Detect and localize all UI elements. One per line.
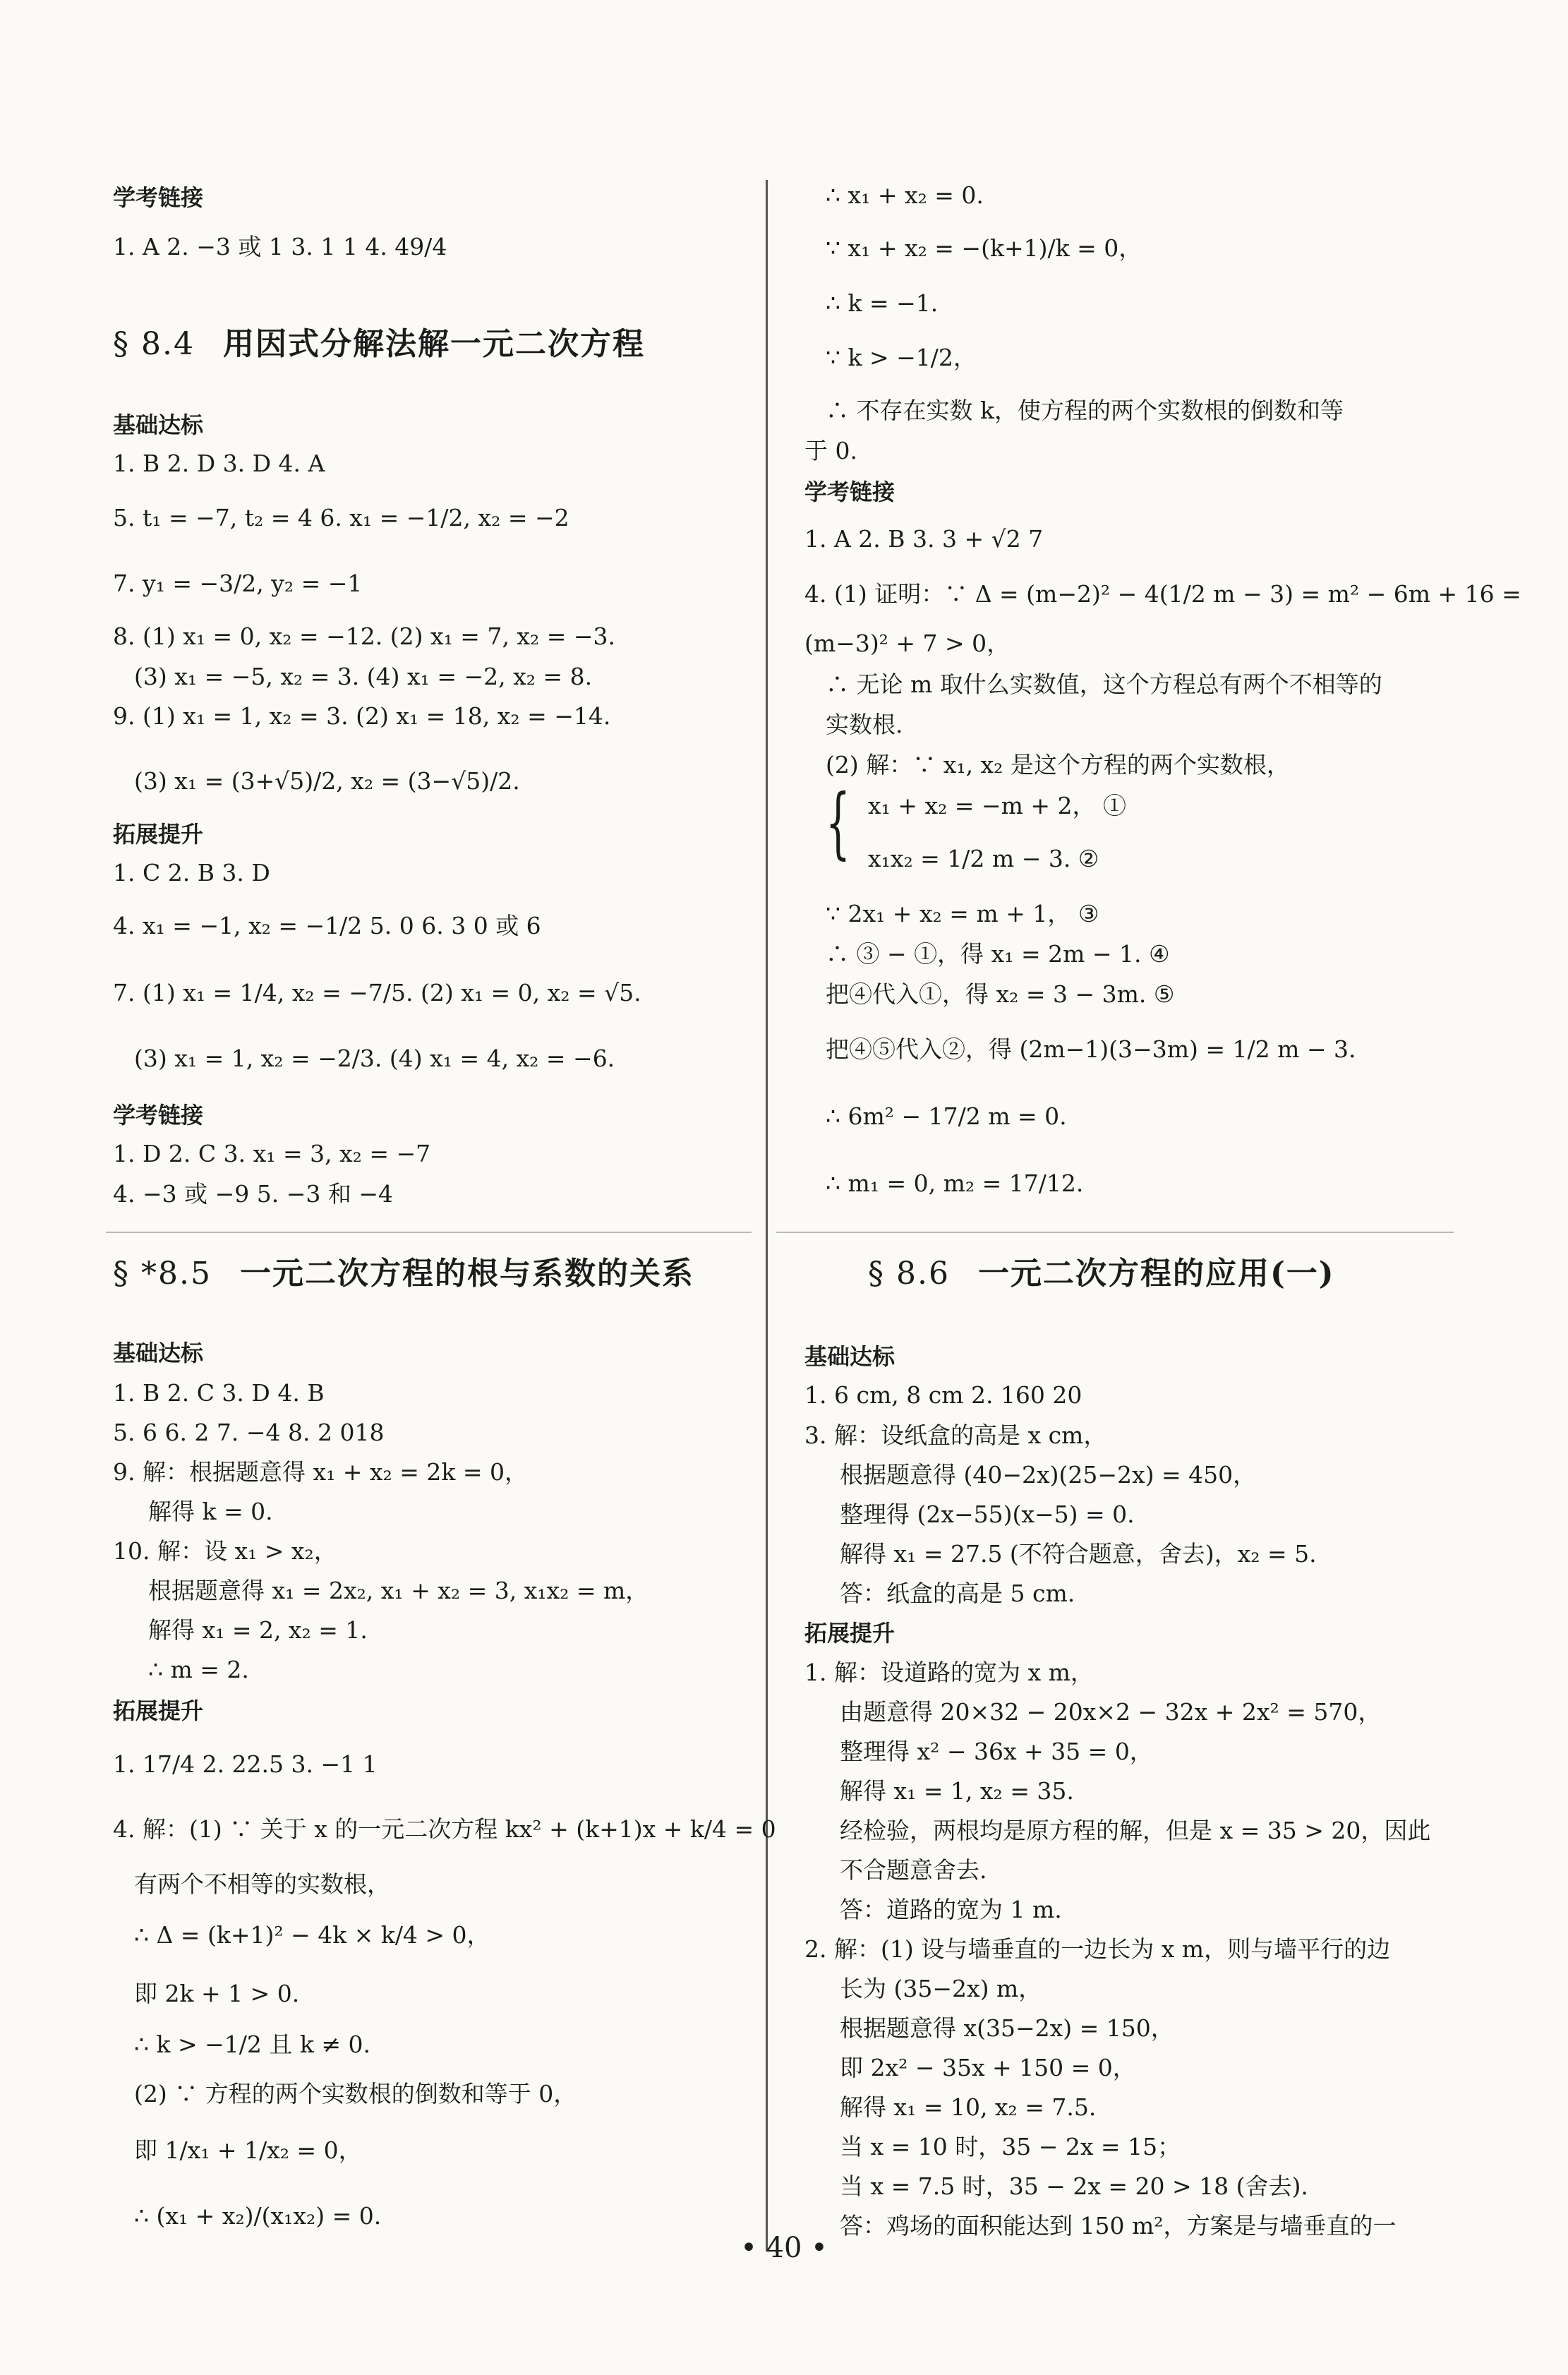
answer-line: 4. −3 或 −9 5. −3 和 −4	[113, 1180, 393, 1208]
answer-line: ∴ 不存在实数 k，使方程的两个实数根的倒数和等	[826, 397, 1344, 424]
answer-line: 10. 解：设 x₁ > x₂，	[113, 1537, 337, 1565]
answer-line: ∴ x₁ + x₂ = 0.	[826, 181, 984, 209]
subheading: 拓展提升	[113, 821, 204, 848]
section-separator-right	[776, 1232, 1454, 1233]
answer-line: 2. 解：(1) 设与墙垂直的一边长为 x m，则与墙平行的边	[804, 1935, 1391, 1963]
brace-symbol: {	[826, 777, 850, 867]
answer-line: ∴ ③ − ①，得 x₁ = 2m − 1. ④	[826, 940, 1170, 968]
section-number: § 8.6	[868, 1256, 950, 1292]
answer-line: ∴ Δ = (k+1)² − 4k × k/4 > 0，	[134, 1921, 490, 1949]
answer-line: 4. x₁ = −1, x₂ = −1/2 5. 0 6. 3 0 或 6	[113, 912, 541, 939]
answer-line: 4. (1) 证明：∵ Δ = (m−2)² − 4(1/2 m − 3) = m² − 6m + 16 =	[804, 580, 1521, 608]
answer-line: 1. B 2. D 3. D 4. A	[113, 450, 325, 477]
answer-line: 根据题意得 x(35−2x) = 150，	[840, 2014, 1174, 2042]
answer-line: (3) x₁ = −5, x₂ = 3. (4) x₁ = −2, x₂ = 8.	[134, 663, 593, 690]
answer-line: 不合题意舍去.	[840, 1856, 987, 1884]
answer-line: ∴ (x₁ + x₂)/(x₁x₂) = 0.	[134, 2202, 382, 2230]
answer-line: 1. D 2. C 3. x₁ = 3, x₂ = −7	[113, 1140, 431, 1167]
answer-line: 解得 x₁ = 1, x₂ = 35.	[840, 1777, 1074, 1805]
answer-line: 1. B 2. C 3. D 4. B	[113, 1379, 325, 1407]
answer-line: 3. 解：设纸盒的高是 x cm，	[804, 1421, 1107, 1449]
answer-line: 7. (1) x₁ = 1/4, x₂ = −7/5. (2) x₁ = 0, x₂ = √5.	[113, 979, 641, 1006]
subheading: 基础达标	[804, 1343, 895, 1370]
answer-line: (2) ∵ 方程的两个实数根的倒数和等于 0，	[134, 2080, 577, 2108]
answer-line: ∵ x₁ + x₂ = −(k+1)/k = 0，	[826, 234, 1142, 262]
answer-line: ∴ k > −1/2 且 k ≠ 0.	[134, 2031, 370, 2058]
answer-line: 经检验，两根均是原方程的解，但是 x = 35 > 20，因此	[840, 1817, 1431, 1844]
section-title: 用因式分解法解一元二次方程	[222, 326, 645, 362]
answer-line: 由题意得 20×32 − 20x×2 − 32x + 2x² = 570，	[840, 1698, 1382, 1726]
answer-line: 当 x = 10 时，35 − 2x = 15；	[840, 2133, 1181, 2160]
answer-line: 整理得 x² − 36x + 35 = 0，	[840, 1738, 1153, 1765]
answer-line: 1. A 2. −3 或 1 3. 1 1 4. 49/4	[113, 233, 447, 260]
answer-line: 解得 x₁ = 2, x₂ = 1.	[148, 1616, 368, 1644]
section-number: § 8.4	[113, 326, 195, 362]
subheading: 基础达标	[113, 1340, 204, 1366]
answer-line: 1. C 2. B 3. D	[113, 859, 270, 886]
answer-line: 当 x = 7.5 时，35 − 2x = 20 > 18 (舍去).	[840, 2172, 1308, 2200]
answer-line: ∴ 6m² − 17/2 m = 0.	[826, 1102, 1067, 1130]
answer-line: 实数根.	[826, 711, 903, 738]
answer-line: 解得 x₁ = 10, x₂ = 7.5.	[840, 2093, 1097, 2121]
answer-line: 把④代入①，得 x₂ = 3 − 3m. ⑤	[826, 980, 1175, 1008]
answer-line: 根据题意得 x₁ = 2x₂, x₁ + x₂ = 3, x₁x₂ = m，	[148, 1577, 649, 1604]
answer-line: (3) x₁ = (3+√5)/2, x₂ = (3−√5)/2.	[134, 767, 520, 795]
answer-line: x₁ + x₂ = −m + 2， ①	[868, 792, 1126, 819]
subheading: 拓展提升	[113, 1697, 204, 1724]
section-heading-8-5	[113, 1253, 694, 1295]
answer-line: 根据题意得 (40−2x)(25−2x) = 450，	[840, 1461, 1257, 1489]
section-heading-8-6	[868, 1253, 1335, 1295]
answer-line: 1. 解：设道路的宽为 x m，	[804, 1659, 1094, 1686]
answer-line: 答：道路的宽为 1 m.	[840, 1896, 1062, 1923]
answer-line: 9. (1) x₁ = 1, x₂ = 3. (2) x₁ = 18, x₂ = −14.	[113, 702, 611, 730]
answer-line: 把④⑤代入②，得 (2m−1)(3−3m) = 1/2 m − 3.	[826, 1035, 1356, 1063]
answer-line: 4. 解：(1) ∵ 关于 x 的一元二次方程 kx² + (k+1)x + k/4 = 0	[113, 1815, 776, 1843]
section-heading-8-4	[113, 323, 645, 366]
column-divider	[766, 180, 768, 2251]
answer-line: 有两个不相等的实数根，	[134, 1870, 390, 1898]
answer-line: 5. t₁ = −7, t₂ = 4 6. x₁ = −1/2, x₂ = −2	[113, 504, 569, 531]
answer-line: 1. A 2. B 3. 3 + √2 7	[804, 525, 1044, 553]
answer-line: ∵ 2x₁ + x₂ = m + 1， ③	[826, 900, 1099, 927]
answer-line: 9. 解：根据题意得 x₁ + x₂ = 2k = 0，	[113, 1458, 529, 1486]
answer-line: ∴ m₁ = 0, m₂ = 17/12.	[826, 1170, 1084, 1197]
subheading: 学考链接	[113, 1102, 204, 1129]
answer-line: 答：纸盒的高是 5 cm.	[840, 1580, 1075, 1607]
answer-line: 解得 k = 0.	[148, 1498, 273, 1525]
subheading: 拓展提升	[804, 1620, 895, 1647]
answer-line: 1. 6 cm, 8 cm 2. 160 20	[804, 1381, 1082, 1409]
section-separator-left	[106, 1232, 752, 1233]
subheading: 学考链接	[804, 479, 895, 505]
page-number: • 40 •	[740, 2232, 828, 2264]
answer-line: 整理得 (2x−55)(x−5) = 0.	[840, 1501, 1135, 1528]
answer-line: 5. 6 6. 2 7. −4 8. 2 018	[113, 1419, 385, 1446]
answer-line: 即 1/x₁ + 1/x₂ = 0，	[134, 2136, 362, 2164]
answer-line: (m−3)² + 7 > 0，	[804, 630, 1011, 657]
answer-line: 1. 17/4 2. 22.5 3. −1 1	[113, 1750, 378, 1778]
answer-line: ∴ m = 2.	[148, 1656, 249, 1683]
answer-line: x₁x₂ = 1/2 m − 3. ②	[868, 845, 1099, 872]
answer-line: ∴ k = −1.	[826, 289, 939, 317]
section-number: § *8.5	[113, 1256, 212, 1292]
answer-line: 解得 x₁ = 27.5 (不符合题意，舍去)，x₂ = 5.	[840, 1540, 1317, 1568]
subheading: 学考链接	[113, 184, 204, 211]
answer-line: 答：鸡场的面积能达到 150 m²，方案是与墙垂直的一	[840, 2212, 1397, 2239]
answer-line: (3) x₁ = 1, x₂ = −2/3. (4) x₁ = 4, x₂ = −6.	[134, 1045, 615, 1072]
answer-line: ∴ 无论 m 取什么实数值，这个方程总有两个不相等的	[826, 671, 1382, 698]
answer-line: 即 2k + 1 > 0.	[134, 1980, 300, 2007]
answer-line: (2) 解：∵ x₁, x₂ 是这个方程的两个实数根，	[826, 751, 1290, 778]
answer-line: 即 2x² − 35x + 150 = 0，	[840, 2054, 1136, 2081]
section-title: 一元二次方程的根与系数的关系	[239, 1256, 694, 1292]
section-title: 一元二次方程的应用(一)	[977, 1256, 1335, 1292]
answer-line: 于 0.	[804, 437, 857, 464]
answer-line: 长为 (35−2x) m，	[840, 1975, 1042, 2002]
answer-line: 7. y₁ = −3/2, y₂ = −1	[113, 570, 363, 597]
answer-line: ∵ k > −1/2，	[826, 344, 977, 371]
answer-line: 8. (1) x₁ = 0, x₂ = −12. (2) x₁ = 7, x₂ = −3.	[113, 623, 616, 650]
subheading: 基础达标	[113, 411, 204, 438]
